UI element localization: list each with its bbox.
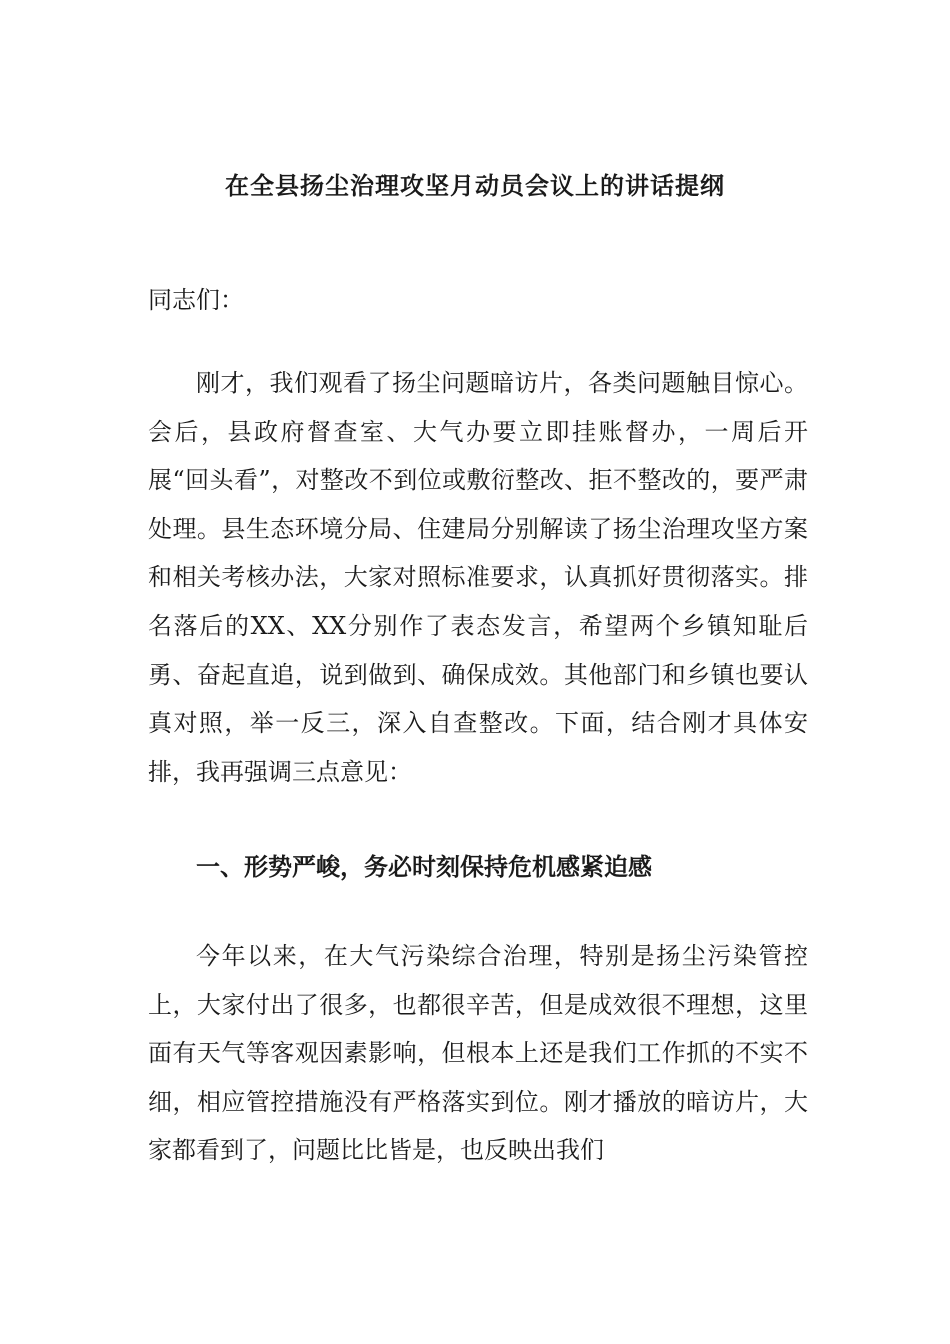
salutation: 同志们：: [148, 286, 244, 314]
section-heading: 一、形势严峻，务必时刻保持危机感紧迫感: [196, 852, 652, 881]
document-title: 在全县扬尘治理攻坚月动员会议上的讲话提纲: [225, 171, 725, 200]
paragraph-section-one: 今年以来，在大气污染综合治理，特别是扬尘污染管控上，大家付出了很多，也都很辛苦，但是成效很不理想，这里面有天气等客观因素影响，但根本上还是我们工作抓的不实不细，相应管控措施没有严格落实到位。刚才播放的暗访片，大家都看到了，问题比比皆是，也反映出我们: [148, 942, 808, 1165]
paragraph-opening: 刚才，我们观看了扬尘问题暗访片，各类问题触目惊心。会后，县政府督查室、大气办要立即挂账督办，一周后开展“回头看”，对整改不到位或敷衍整改、拒不整改的，要严肃处理。县生态环境分局、住建局分别解读了扬尘治理攻坚方案和相关考核办法，大家对照标准要求，认真抓好贯彻落实。排名落后的XX、XX分别作了表态发言，希望两个乡镇知耻后勇、奋起直追，说到做到、确保成效。其他部门和乡镇也要认真对照，举一反三，深入自查整改。下面，结合刚才具体安排，我再强调三点意见：: [148, 369, 808, 786]
